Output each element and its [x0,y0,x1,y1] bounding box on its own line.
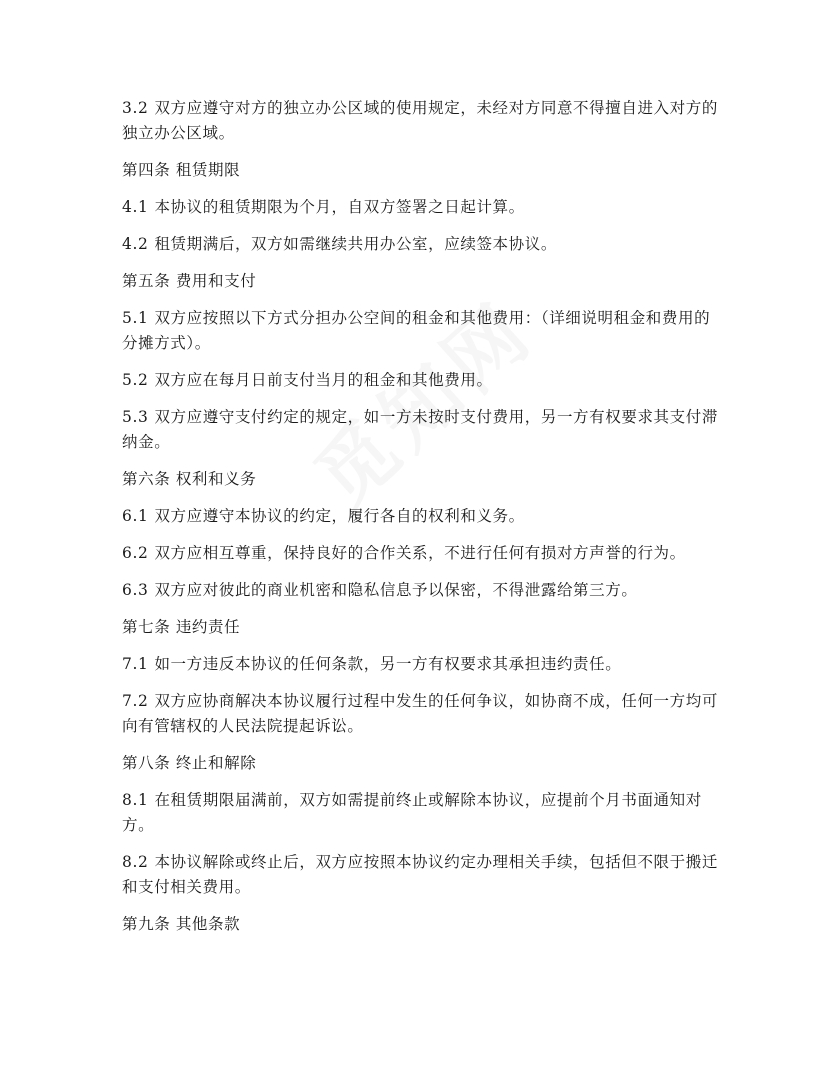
clause-5-2 [122,368,722,393]
clause-number: 4.1 [122,198,149,216]
clause-number: 6.3 [122,581,149,599]
clause-6-2 [122,541,722,566]
clause-4-2 [122,232,722,257]
clause-5-1 [122,306,722,356]
clause-number: 6.2 [122,544,149,562]
clause-3-2 [122,96,722,146]
clause-number: 5.2 [122,371,149,389]
clause-6-3 [122,578,722,603]
clause-5-3 [122,405,722,455]
clause-text: 本协议解除或终止后，双方应按照本协议约定办理相关手续，包括但不限于搬迁和支付相关费用。 [122,853,718,896]
clause-text: 双方应对彼此的商业机密和隐私信息予以保密，不得泄露给第三方。 [154,581,638,599]
clause-number: 8.2 [122,853,149,871]
clause-8-2 [122,850,722,900]
article-heading-8: 第八条 终止和解除 [122,754,257,772]
clause-text: 双方应在每月日前支付当月的租金和其他费用。 [154,371,493,389]
clause-text: 双方应遵守对方的独立办公区域的使用规定，未经对方同意不得擅自进入对方的独立办公区域。 [122,99,718,142]
clause-text: 本协议的租赁期限为个月，自双方签署之日起计算。 [154,198,525,216]
clause-text: 双方应按照以下方式分担办公空间的租金和其他费用：（详细说明租金和费用的分摊方式）。 [122,309,711,352]
clause-number: 4.2 [122,235,149,253]
article-heading-9: 第九条 其他条款 [122,915,241,933]
clause-number: 6.1 [122,507,149,525]
clause-number: 8.1 [122,791,149,809]
clause-number: 7.2 [122,692,149,710]
clause-text: 双方应遵守本协议的约定，履行各自的权利和义务。 [154,507,525,525]
article-heading-6: 第六条 权利和义务 [122,470,257,488]
clause-8-1 [122,788,722,838]
clause-7-2 [122,689,722,739]
clause-4-1 [122,195,722,220]
clause-text: 双方应遵守支付约定的规定，如一方未按时支付费用，另一方有权要求其支付滞纳金。 [122,408,718,451]
clause-6-1 [122,504,722,529]
clause-number: 5.1 [122,309,149,327]
article-heading-4: 第四条 租赁期限 [122,161,241,179]
article-heading-7: 第七条 违约责任 [122,618,241,636]
clause-text: 双方应相互尊重，保持良好的合作关系，不进行任何有损对方声誉的行为。 [154,544,686,562]
document-body [122,96,722,949]
clause-number: 3.2 [122,99,149,117]
clause-text: 双方应协商解决本协议履行过程中发生的任何争议，如协商不成，任何一方均可向有管辖权的人民法院提起诉讼。 [122,692,718,735]
clause-text: 在租赁期限届满前，双方如需提前终止或解除本协议，应提前个月书面通知对方。 [122,791,702,834]
article-heading-5: 第五条 费用和支付 [122,272,257,290]
clause-text: 如一方违反本协议的任何条款，另一方有权要求其承担违约责任。 [154,655,622,673]
clause-7-1 [122,652,722,677]
clause-number: 5.3 [122,408,149,426]
clause-text: 租赁期满后，双方如需继续共用办公室，应续签本协议。 [154,235,557,253]
clause-number: 7.1 [122,655,149,673]
